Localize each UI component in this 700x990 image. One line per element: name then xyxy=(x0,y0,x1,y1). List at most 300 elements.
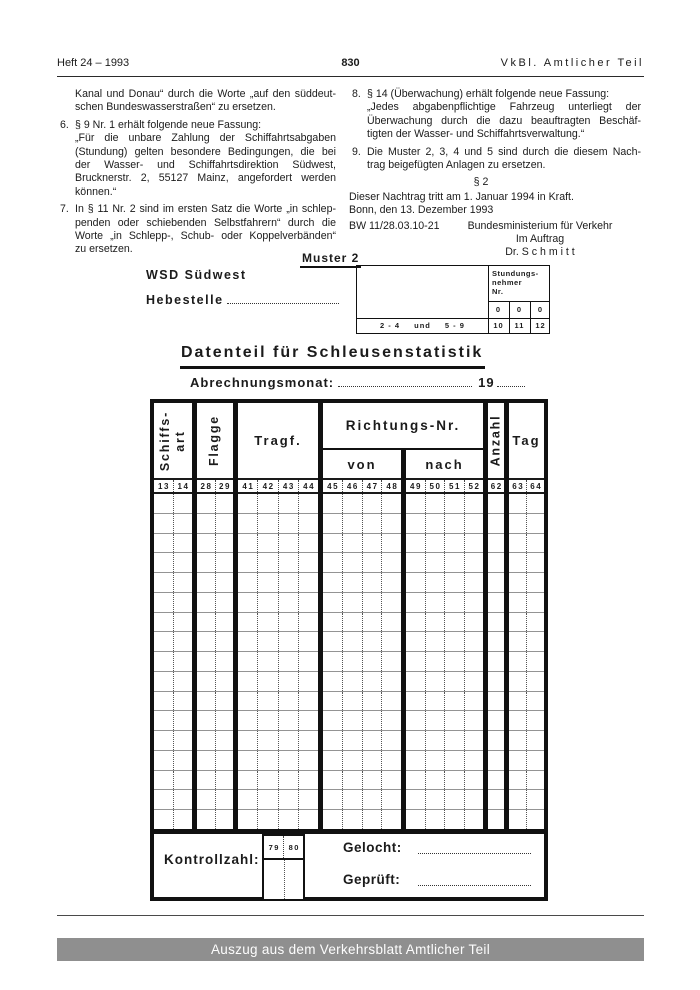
month-blank-line xyxy=(338,375,472,387)
table-cell xyxy=(526,731,544,750)
table-cell xyxy=(173,494,193,513)
gelocht-label: Gelocht: xyxy=(343,840,402,855)
table-cell xyxy=(509,751,526,770)
table-cell xyxy=(197,553,215,572)
digit-row-tag xyxy=(509,478,544,494)
text-line: können.“ xyxy=(75,185,117,198)
table-cell xyxy=(362,731,382,750)
table-cell xyxy=(444,711,464,730)
table-row xyxy=(488,553,504,573)
text-line: „Jedes abgabenpflichtige Fahrzeug unterliegt der xyxy=(367,101,641,114)
table-cell xyxy=(154,731,173,750)
reference-number: BW 11/28.03.10-21 xyxy=(349,219,440,232)
table-cell xyxy=(173,514,193,533)
table-cell xyxy=(444,771,464,790)
table-cell xyxy=(406,553,425,572)
table-cell xyxy=(362,711,382,730)
table-row xyxy=(406,672,483,692)
table-cell xyxy=(215,573,234,592)
digit-cell: 43 xyxy=(278,480,298,492)
text-line: Dieser Nachtrag tritt am 1. Januar 1994 in Kraft. xyxy=(349,190,574,203)
table-cell xyxy=(298,790,318,809)
digit-row-tragf xyxy=(238,478,318,494)
table-row xyxy=(406,534,483,554)
table-cell xyxy=(197,514,215,533)
table-cell xyxy=(509,652,526,671)
table-row xyxy=(154,573,192,593)
column-label-schiffsart xyxy=(154,403,192,478)
column-label-flagge xyxy=(197,403,233,478)
range-part: 2 - 4 xyxy=(380,320,401,330)
table-row xyxy=(406,731,483,751)
table-cell xyxy=(197,711,215,730)
digit-cell: 52 xyxy=(464,480,484,492)
table-cell xyxy=(342,494,362,513)
table-row xyxy=(154,534,192,554)
table-row xyxy=(238,593,318,613)
table-cell xyxy=(488,534,504,553)
table-cell xyxy=(526,553,544,572)
table-cell xyxy=(298,751,318,770)
table-row xyxy=(488,731,504,751)
table-row xyxy=(406,771,483,791)
table-cell xyxy=(197,632,215,651)
table-cell xyxy=(257,790,277,809)
table-row xyxy=(238,672,318,692)
stundungsnehmer-table xyxy=(356,265,550,334)
column-label-text: Tragf. xyxy=(254,433,302,448)
text-line: Flagge xyxy=(207,414,222,467)
table-row xyxy=(509,652,544,672)
table-cell xyxy=(488,494,504,513)
table-cell xyxy=(406,692,425,711)
table-row xyxy=(197,810,233,829)
table-cell xyxy=(464,494,484,513)
table-cell xyxy=(298,494,318,513)
text-line: trag beigefügten Anlagen zu ersetzen. xyxy=(367,159,546,172)
table-cell xyxy=(278,573,298,592)
table-cell xyxy=(509,593,526,612)
table-cell xyxy=(509,514,526,533)
table-cell xyxy=(173,731,193,750)
table-cell xyxy=(444,534,464,553)
digit-cell: 46 xyxy=(342,480,362,492)
text-line: „Für die unbare Zahlung der Schiffahrtsabgaben xyxy=(75,132,336,145)
table-cell xyxy=(526,692,544,711)
table-row xyxy=(488,692,504,712)
table-cell xyxy=(238,771,257,790)
table-cell xyxy=(323,790,342,809)
table-cell xyxy=(238,810,257,829)
table-row xyxy=(323,593,401,613)
table-row xyxy=(154,613,192,633)
table-cell xyxy=(238,692,257,711)
table-cell xyxy=(298,692,318,711)
table-cell xyxy=(406,790,425,809)
table-cell xyxy=(215,652,234,671)
table-cell xyxy=(238,652,257,671)
table-cell xyxy=(381,553,401,572)
table-cell xyxy=(509,573,526,592)
table-row xyxy=(154,514,192,534)
table-row xyxy=(238,711,318,731)
table-cell xyxy=(464,810,484,829)
table-cell xyxy=(381,731,401,750)
paragraph xyxy=(57,119,336,199)
ministry-signature xyxy=(459,220,621,260)
table-row xyxy=(323,731,401,751)
table-cell xyxy=(362,692,382,711)
table-cell xyxy=(425,692,445,711)
table-row xyxy=(406,613,483,633)
table-cell xyxy=(425,790,445,809)
section-heading: § 2 xyxy=(473,176,489,189)
table-cell xyxy=(215,771,234,790)
table-row xyxy=(154,810,192,829)
table-row xyxy=(323,692,401,712)
table-cell xyxy=(238,711,257,730)
table-cell xyxy=(154,692,173,711)
table-cell xyxy=(278,553,298,572)
table-cell xyxy=(342,731,362,750)
left-text-column xyxy=(57,88,336,261)
column-label-text: von xyxy=(347,456,377,472)
table-cell xyxy=(173,553,193,572)
year-prefix: 19 xyxy=(478,375,495,390)
table-cell xyxy=(173,613,193,632)
column-number-cell: 12 xyxy=(535,320,546,330)
table-row xyxy=(238,514,318,534)
table-cell xyxy=(215,632,234,651)
table-cell xyxy=(425,573,445,592)
table-row xyxy=(323,494,401,514)
geprueft-blank-line xyxy=(418,885,531,886)
table-cell xyxy=(257,731,277,750)
table-cell xyxy=(381,672,401,691)
footer-rule xyxy=(57,915,644,916)
billing-month-row xyxy=(190,375,525,390)
right-text-column xyxy=(349,88,641,262)
table-cell xyxy=(406,632,425,651)
digit-cell: 64 xyxy=(526,480,544,492)
table-cell xyxy=(215,514,234,533)
table-cell xyxy=(238,613,257,632)
table-cell xyxy=(488,553,504,572)
column-body-nach xyxy=(406,494,483,829)
table-cell xyxy=(238,790,257,809)
table-cell xyxy=(381,613,401,632)
table-row xyxy=(197,534,233,554)
table-cell xyxy=(342,672,362,691)
table-row xyxy=(323,672,401,692)
table-cell xyxy=(362,494,382,513)
digit-cell: 45 xyxy=(327,481,340,491)
table-cell xyxy=(425,494,445,513)
table-cell xyxy=(238,593,257,612)
table-row xyxy=(406,494,483,514)
text-line: In § 11 Nr. 2 sind im ersten Satz die Worte „in schlep- xyxy=(75,203,336,216)
hebestelle-row xyxy=(146,292,339,307)
table-cell xyxy=(278,514,298,533)
table-cell xyxy=(362,810,382,829)
table-cell xyxy=(509,731,526,750)
table-cell xyxy=(278,672,298,691)
text-line: schen Bundeswasserstraßen“ zu ersetzen. xyxy=(75,101,276,114)
table-cell xyxy=(197,534,215,553)
table-cell xyxy=(464,751,484,770)
table-cell xyxy=(154,652,173,671)
year-blank-line xyxy=(497,375,525,387)
table-cell xyxy=(406,810,425,829)
table-cell xyxy=(362,632,382,651)
text-line: Brucknerstr. 2, 55127 Mainz, angefordert werden xyxy=(75,172,336,185)
digit-cell: 41 xyxy=(242,481,255,491)
table-row xyxy=(488,652,504,672)
paragraph-number: 8. xyxy=(352,88,361,100)
table-cell xyxy=(406,494,425,513)
table-cell xyxy=(425,751,445,770)
digit-cell: 50 xyxy=(425,480,445,492)
table-row xyxy=(488,751,504,771)
table-row xyxy=(154,494,192,514)
table-cell xyxy=(197,751,215,770)
table-cell xyxy=(425,553,445,572)
table-row xyxy=(406,632,483,652)
table-cell xyxy=(526,672,544,691)
table-cell xyxy=(238,514,257,533)
kontrollzahl-box xyxy=(262,834,305,901)
table-cell xyxy=(488,632,504,651)
zero-cell: 0 xyxy=(495,305,502,314)
table-cell xyxy=(154,810,173,829)
text-line: tigten der Wasser- und Schiffahrtsverwaltung.“ xyxy=(367,128,585,141)
table-cell xyxy=(197,593,215,612)
table-cell xyxy=(526,711,544,730)
table-row xyxy=(238,771,318,791)
table-cell xyxy=(154,672,173,691)
paragraph xyxy=(57,88,336,115)
table-cell xyxy=(509,790,526,809)
table-cell xyxy=(406,534,425,553)
table-row xyxy=(488,771,504,791)
table-cell xyxy=(323,771,342,790)
table-cell xyxy=(488,790,504,809)
column-schiffsart xyxy=(154,403,192,829)
table-cell xyxy=(342,573,362,592)
table-cell xyxy=(526,790,544,809)
text-line: Bundesministerium für Verkehr xyxy=(467,219,613,232)
table-cell xyxy=(215,790,234,809)
digit-row-nach xyxy=(406,478,483,494)
table-row xyxy=(323,534,401,554)
table-cell xyxy=(526,534,544,553)
table-row xyxy=(509,593,544,613)
table-row xyxy=(509,771,544,791)
table-cell xyxy=(488,771,504,790)
table-cell xyxy=(323,652,342,671)
table-cell xyxy=(257,711,277,730)
table-cell xyxy=(464,593,484,612)
table-cell xyxy=(154,771,173,790)
table-row xyxy=(406,573,483,593)
column-label-text xyxy=(158,410,188,470)
kontrollzahl-label: Kontrollzahl: xyxy=(164,852,260,867)
digit-cell: 29 xyxy=(215,480,234,492)
table-cell xyxy=(278,790,298,809)
table-cell xyxy=(342,534,362,553)
table-cell xyxy=(509,534,526,553)
table-cell xyxy=(238,672,257,691)
table-row xyxy=(406,790,483,810)
column-label-tragf xyxy=(238,403,318,478)
table-cell xyxy=(342,751,362,770)
table-row xyxy=(488,613,504,633)
table-cell xyxy=(381,810,401,829)
text-line: (Stundung) gelten besondere Bedingungen, die bei xyxy=(75,145,336,158)
text-line: Die Muster 2, 3, 4 und 5 sind durch die diesem Nach- xyxy=(367,145,641,158)
table-cell xyxy=(406,514,425,533)
table-cell xyxy=(197,613,215,632)
table-cell xyxy=(197,494,215,513)
digit-cell: 80 xyxy=(283,836,303,858)
table-cell xyxy=(215,711,234,730)
table-cell xyxy=(298,573,318,592)
table-row xyxy=(238,810,318,829)
table-cell xyxy=(215,731,234,750)
digit-cell: 28 xyxy=(200,481,213,491)
column-label-anzahl xyxy=(488,403,504,478)
table-row xyxy=(197,790,233,810)
table-cell xyxy=(464,553,484,572)
table-row xyxy=(323,711,401,731)
table-cell xyxy=(444,810,464,829)
stundungsnehmer-header xyxy=(492,269,539,296)
table-cell xyxy=(488,613,504,632)
table-cell xyxy=(323,514,342,533)
footer-note: Auszug aus dem Verkehrsblatt Amtlicher Teil xyxy=(210,942,491,957)
text-line: Schiffs- xyxy=(158,410,172,471)
kontrollzahl-digit-row xyxy=(264,836,303,860)
table-row xyxy=(323,553,401,573)
table-cell xyxy=(444,514,464,533)
paragraph xyxy=(349,88,641,142)
table-cell xyxy=(298,672,318,691)
table-cell xyxy=(173,751,193,770)
table-row xyxy=(488,534,504,554)
table-cell xyxy=(238,632,257,651)
table-cell xyxy=(406,731,425,750)
table-cell xyxy=(257,514,277,533)
table-cell xyxy=(526,613,544,632)
table-cell xyxy=(278,632,298,651)
table-row xyxy=(238,553,318,573)
table-cell xyxy=(425,593,445,612)
table-cell xyxy=(406,771,425,790)
table-cell xyxy=(526,632,544,651)
table-cell xyxy=(526,514,544,533)
table-cell xyxy=(257,593,277,612)
table-cell xyxy=(238,553,257,572)
table-cell xyxy=(257,692,277,711)
table-cell xyxy=(381,632,401,651)
table-row xyxy=(154,771,192,791)
table-row xyxy=(509,711,544,731)
table-cell xyxy=(278,692,298,711)
table-cell xyxy=(278,751,298,770)
form-title: Datenteil für Schleusenstatistik xyxy=(180,344,485,369)
table-row xyxy=(154,672,192,692)
table-cell xyxy=(298,514,318,533)
table-cell xyxy=(298,771,318,790)
table-row xyxy=(488,514,504,534)
table-row xyxy=(406,652,483,672)
table-cell xyxy=(323,534,342,553)
range-part: 5 - 9 xyxy=(444,320,465,330)
richtungs-header: Richtungs-Nr. xyxy=(323,403,483,450)
table-row xyxy=(323,573,401,593)
table-cell xyxy=(381,652,401,671)
table-row xyxy=(238,573,318,593)
table-cell xyxy=(238,494,257,513)
table-cell xyxy=(406,751,425,770)
table-cell xyxy=(381,534,401,553)
issue-label: Heft 24 – 1993 xyxy=(57,57,130,69)
table-row xyxy=(197,692,233,712)
table-cell xyxy=(173,692,193,711)
table-cell xyxy=(323,672,342,691)
table-row xyxy=(323,790,401,810)
paragraph xyxy=(57,203,336,257)
table-cell xyxy=(238,534,257,553)
table-cell xyxy=(464,692,484,711)
table-cell xyxy=(342,771,362,790)
table-cell xyxy=(298,731,318,750)
table-cell xyxy=(509,553,526,572)
table-row xyxy=(406,692,483,712)
range-part: und xyxy=(414,320,431,330)
table-row xyxy=(154,692,192,712)
table-cell xyxy=(278,810,298,829)
table-cell xyxy=(488,810,504,829)
table-cell xyxy=(154,711,173,730)
table-row xyxy=(197,771,233,791)
kontrollzahl-entry-cell xyxy=(284,860,285,899)
hebestelle-label: Hebestelle xyxy=(146,293,224,307)
table-cell xyxy=(173,810,193,829)
table-cell xyxy=(173,534,193,553)
digit-cell: 42 xyxy=(257,480,277,492)
table-row xyxy=(488,711,504,731)
table-cell xyxy=(362,790,382,809)
table-cell xyxy=(154,613,173,632)
table-cell xyxy=(464,632,484,651)
table-row xyxy=(197,514,233,534)
footer-bar xyxy=(57,938,644,961)
table-row xyxy=(197,632,233,652)
table-cell xyxy=(215,494,234,513)
table-cell xyxy=(381,573,401,592)
column-tag xyxy=(509,403,544,829)
table-row xyxy=(238,632,318,652)
geprueft-label: Geprüft: xyxy=(343,872,401,887)
column-range-cell xyxy=(357,318,488,332)
table-row xyxy=(154,593,192,613)
table-row xyxy=(509,573,544,593)
table-cell xyxy=(464,534,484,553)
table-row xyxy=(323,632,401,652)
digit-row-schiffsart xyxy=(154,478,192,494)
table-cell xyxy=(406,652,425,671)
